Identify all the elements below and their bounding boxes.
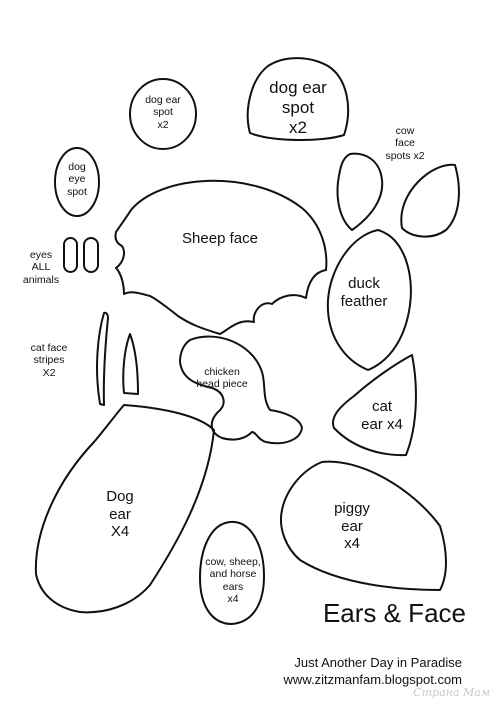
footer-blog-url: www.zitzmanfam.blogspot.com <box>283 672 462 687</box>
label-dog-ear-spot-small: dog ear spot x2 <box>145 94 181 131</box>
label-cat-ear: cat ear x4 <box>361 398 403 433</box>
label-dog-ear-spot-large: dog ear spot x2 <box>269 78 327 138</box>
cat-face-stripe-right-piece <box>123 334 138 394</box>
footer-blog-name: Just Another Day in Paradise <box>294 655 462 670</box>
label-piggy-ear: piggy ear x4 <box>334 500 370 553</box>
cow-face-spot-right-piece <box>401 165 459 237</box>
page-title: Ears & Face <box>322 598 466 628</box>
label-dog-ear: Dog ear X4 <box>106 488 134 541</box>
label-sheep-face: Sheep face <box>182 230 258 247</box>
label-cow-face-spots: cow face spots x2 <box>385 125 425 162</box>
label-eyes-all-animals: eyes ALL animals <box>22 249 60 286</box>
label-dog-eye-spot: dog eye spot <box>67 161 87 198</box>
sheep-face-piece <box>115 181 326 334</box>
cow-face-spot-left-piece <box>338 154 383 230</box>
label-chicken-head-piece: chicken head piece <box>196 366 248 391</box>
cat-face-stripe-left-piece <box>97 313 108 405</box>
label-cat-face-stripes: cat face stripes X2 <box>30 342 68 379</box>
label-cow-sheep-horse-ears: cow, sheep, and horse ears x4 <box>205 556 261 606</box>
eye-right-piece <box>84 238 98 272</box>
label-duck-feather: duck feather <box>340 275 388 310</box>
watermark-logo: Страна Мам <box>413 686 490 699</box>
